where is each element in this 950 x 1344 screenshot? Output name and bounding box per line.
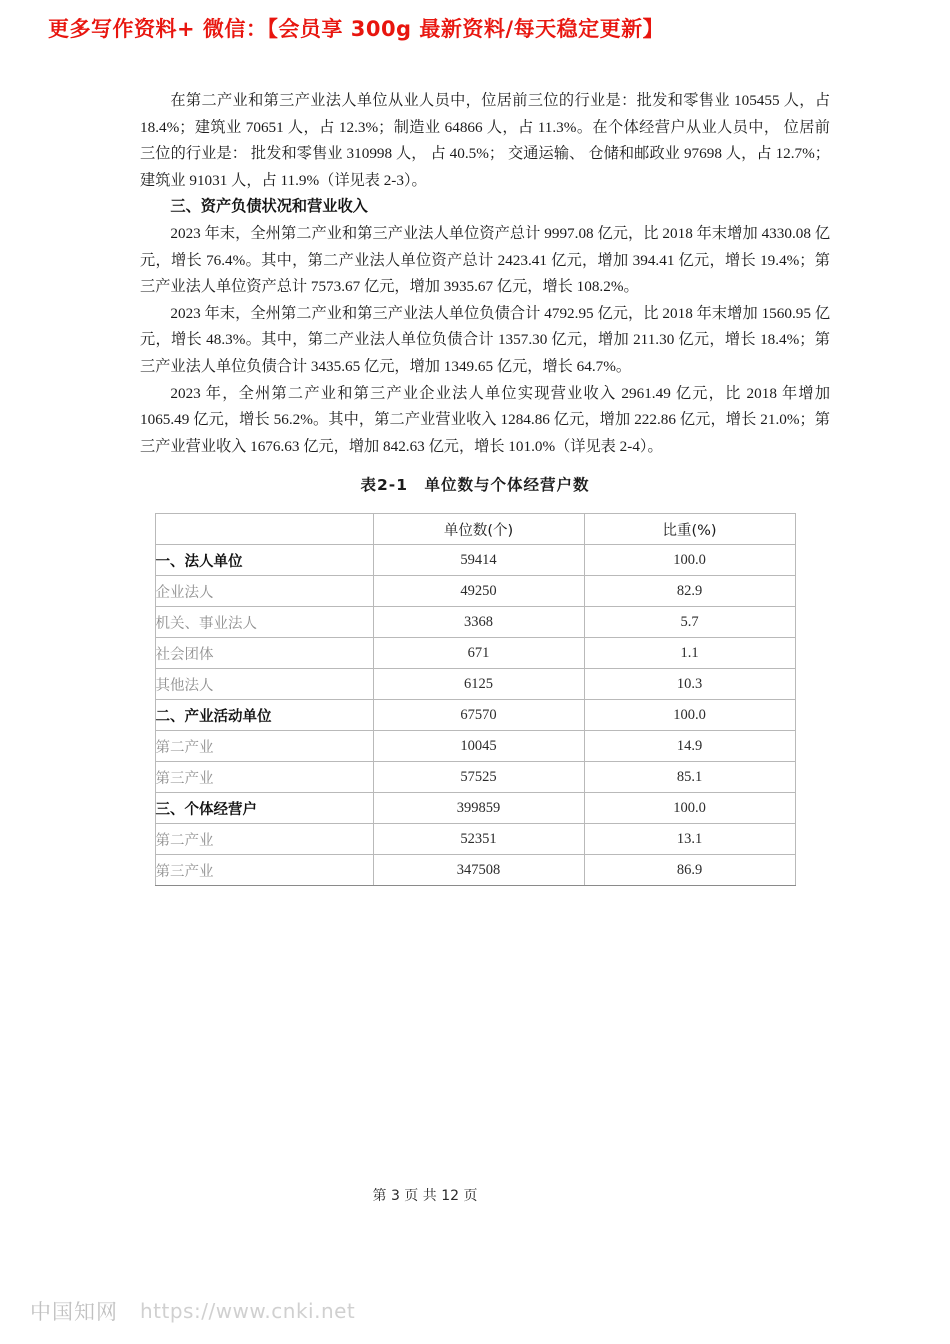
row-share: 5.7 [584,607,795,638]
paragraph-employment: 在第二产业和第三产业法人单位从业人员中，位居前三位的行业是：批发和零售业 105455 人，占 18.4%；建筑业 70651 人，占 12.3%；制造业 64866 人，占 11.3%。在个体经营户从业人员中， 位居前三位的行业是： 批发和零售业 310998 人， 占 40.5%； 交通运输、 仓储和邮政业 97698 人，占 12.7%；建筑业 91031 人，占 11.9%（详见表 2-3）。 [140,92,830,189]
promo-banner: 更多写作资料+ 微信：【会员享 300g 最新资料/每天稳定更新】 [48,17,665,41]
table-row [155,824,795,855]
section-heading-assets: 三、资产负债状况和营业收入 [170,198,368,216]
row-label: 企业法人 [155,576,373,607]
row-share: 10.3 [584,669,795,700]
row-label: 一、法人单位 [155,545,373,576]
document-body [140,88,830,460]
row-share: 100.0 [584,700,795,731]
table-row [155,669,795,700]
row-label: 二、产业活动单位 [155,700,373,731]
table-row [155,793,795,824]
row-label: 其他法人 [155,669,373,700]
row-share: 100.0 [584,545,795,576]
cnki-url-text: https://www.cnki.net [140,1299,356,1323]
table-caption: 表2-1 单位数与个体经营户数 [360,476,590,494]
paragraph-assets: 2023 年末，全州第二产业和第三产业法人单位资产总计 9997.08 亿元，比 2018 年末增加 4330.08 亿元，增长 76.4%。其中，第二产业法人单位资产总计 2423.41 亿元，增加 394.41 亿元，增长 19.4%；第三产业法人单位资产总计 7573.67 亿元，增加 3935.67 亿元，增长 108.2%。 [140,224,830,296]
row-count: 57525 [373,762,584,793]
column-header-label [155,514,373,545]
row-share: 100.0 [584,793,795,824]
row-share: 86.9 [584,855,795,886]
row-label: 机关、事业法人 [155,607,373,638]
paragraph-revenue: 2023 年，全州第二产业和第三产业企业法人单位实现营业收入 2961.49 亿元，比 2018 年增加 1065.49 亿元，增长 56.2%。其中，第二产业营业收入 1284.86 亿元，增加 222.86 亿元，增长 21.0%；第三产业营业收入 1676.63 亿元，增加 842.63 亿元，增长 101.0%（详见表 2-4）。 [140,384,830,455]
row-label: 第三产业 [155,762,373,793]
table-row [155,700,795,731]
row-share: 13.1 [584,824,795,855]
cnki-logo-text: 中国知网 [30,1300,118,1324]
row-count: 399859 [373,793,584,824]
table-row [155,762,795,793]
row-count: 347508 [373,855,584,886]
page-number-footer: 第 3 页 共 12 页 [372,1188,478,1204]
row-share: 1.1 [584,638,795,669]
table-row [155,576,795,607]
row-count: 49250 [373,576,584,607]
table-section [0,473,950,886]
row-label: 第二产业 [155,731,373,762]
row-count: 671 [373,638,584,669]
row-count: 10045 [373,731,584,762]
table-header-row [155,514,795,545]
table-body [155,545,795,886]
row-count: 3368 [373,607,584,638]
row-share: 82.9 [584,576,795,607]
row-count: 6125 [373,669,584,700]
cnki-watermark [30,1296,355,1326]
column-header-count: 单位数(个) [373,514,584,545]
row-count: 52351 [373,824,584,855]
column-header-share: 比重(%) [584,514,795,545]
table-row [155,731,795,762]
table-row [155,638,795,669]
table-row [155,545,795,576]
table-row [155,607,795,638]
paragraph-liabilities: 2023 年末，全州第二产业和第三产业法人单位负债合计 4792.95 亿元，比 2018 年末增加 1560.95 亿元，增长 48.3%。其中，第二产业法人单位负债合计 1357.30 亿元，增加 211.30 亿元，增长 18.4%；第三产业法人单位负债合计 3435.65 亿元，增加 1349.65 亿元，增长 64.7%。 [140,304,830,375]
table-row [155,855,795,886]
row-count: 67570 [373,700,584,731]
row-share: 14.9 [584,731,795,762]
row-label: 三、个体经营户 [155,793,373,824]
unit-count-table [155,513,796,886]
row-label: 第二产业 [155,824,373,855]
row-count: 59414 [373,545,584,576]
row-label: 社会团体 [155,638,373,669]
row-label: 第三产业 [155,855,373,886]
row-share: 85.1 [584,762,795,793]
